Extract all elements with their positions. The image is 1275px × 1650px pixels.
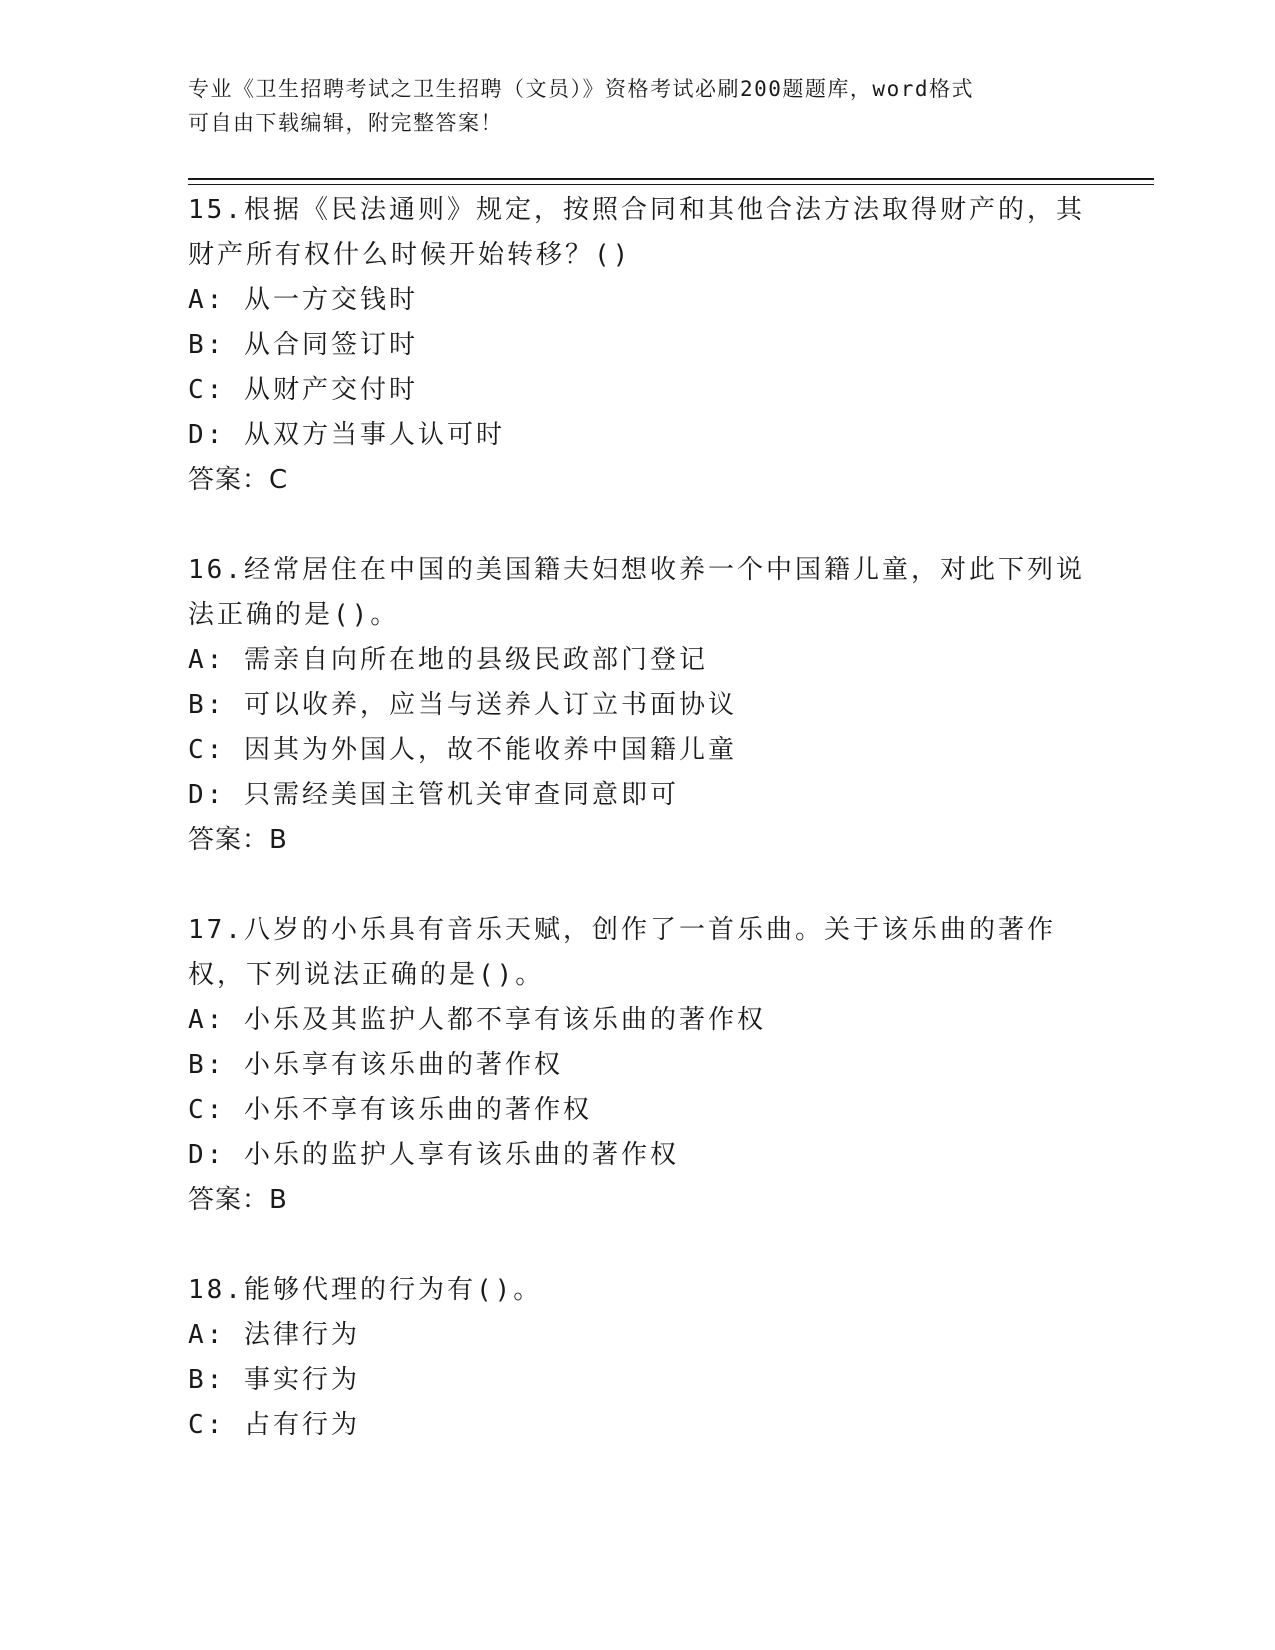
question-spacer [188,503,1088,548]
option-c: C: 占有行为 [188,1410,360,1440]
question-spacer [188,1223,1088,1268]
question-15 [188,188,1088,548]
option-b: B: 可以收养，应当与送养人订立书面协议 [188,690,737,720]
answer-label: 答案：B [188,825,288,855]
question-spacer [188,863,1088,908]
option-a: A: 法律行为 [188,1320,360,1350]
document-header [188,72,1068,140]
header-line-2: 可自由下载编辑，附完整答案！ [188,111,503,135]
option-a: A: 需亲自向所在地的县级民政部门登记 [188,645,708,675]
question-text: 17.八岁的小乐具有音乐天赋，创作了一首乐曲。关于该乐曲的著作权，下列说法正确的是()。 [188,915,1056,990]
option-b: B: 小乐享有该乐曲的著作权 [188,1050,563,1080]
answer-label: 答案：C [188,465,289,495]
option-b: B: 事实行为 [188,1365,360,1395]
option-a: A: 从一方交钱时 [188,285,418,315]
option-a: A: 小乐及其监护人都不享有该乐曲的著作权 [188,1005,766,1035]
header-divider-thick [188,178,1154,180]
question-text: 18.能够代理的行为有()。 [188,1275,543,1305]
question-17 [188,908,1088,1268]
question-text: 16.经常居住在中国的美国籍夫妇想收养一个中国籍儿童，对此下列说法正确的是()。 [188,555,1085,630]
header-line-1: 专业《卫生招聘考试之卫生招聘（文员）》资格考试必刷200题题库，word格式 [188,77,974,101]
option-b: B: 从合同签订时 [188,330,418,360]
option-c: C: 从财产交付时 [188,375,418,405]
option-d: D: 只需经美国主管机关审查同意即可 [188,780,679,810]
question-18 [188,1268,1088,1448]
option-d: D: 从双方当事人认可时 [188,420,505,450]
header-divider-thin [188,184,1154,185]
option-c: C: 因其为外国人，故不能收养中国籍儿童 [188,735,737,765]
option-d: D: 小乐的监护人享有该乐曲的著作权 [188,1140,679,1170]
answer-label: 答案：B [188,1185,288,1215]
question-text: 15.根据《民法通则》规定，按照合同和其他合法方法取得财产的，其财产所有权什么时候开始转移？() [188,195,1085,270]
question-16 [188,548,1088,908]
option-c: C: 小乐不享有该乐曲的著作权 [188,1095,592,1125]
question-list [188,188,1088,1448]
